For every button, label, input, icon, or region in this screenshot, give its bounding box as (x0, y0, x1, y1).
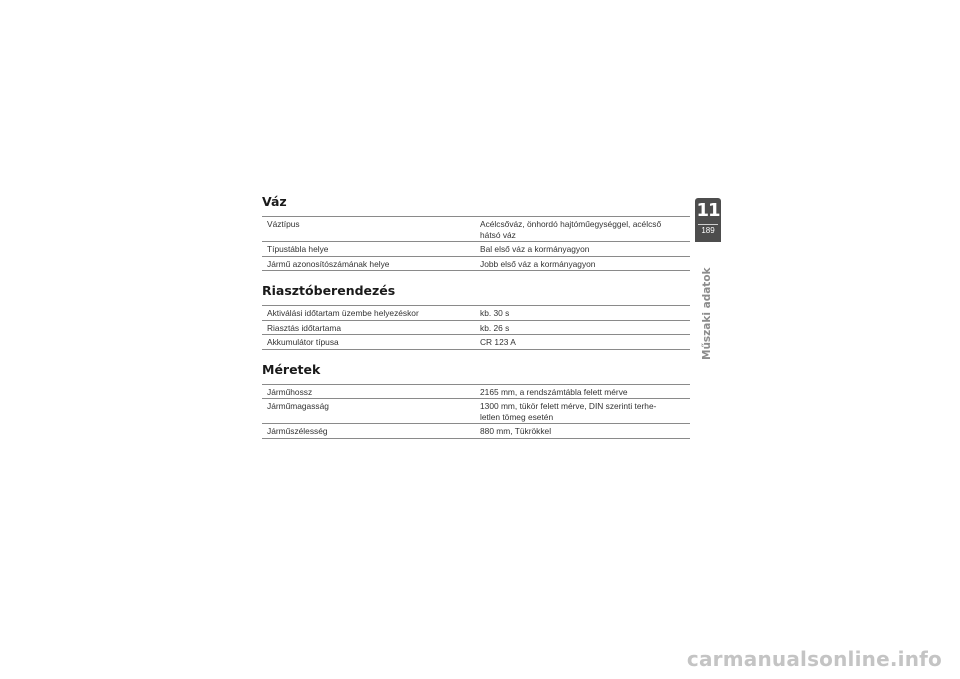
spec-label: Akkumulátor típusa (267, 337, 339, 347)
spec-value: kb. 30 s (480, 308, 510, 318)
spec-label: Aktiválási időtartam üzembe helyezéskor (267, 308, 419, 318)
spec-label: Járműmagasság (267, 401, 329, 411)
spec-value: kb. 26 s (480, 322, 510, 333)
section-title-riaszto: Riasztóberendezés (262, 283, 396, 298)
spec-value: Jobb első váz a kormányagyon (480, 258, 596, 269)
page-number: 189 (701, 226, 715, 235)
spec-table-vaz (262, 216, 690, 271)
table-row (262, 306, 690, 321)
spec-table-riaszto (262, 305, 690, 350)
spec-label: Típustábla helye (267, 244, 329, 254)
chapter-side-title: Műszaki adatok (701, 267, 713, 360)
chapter-divider (698, 224, 718, 225)
spec-label: Riasztás időtartama (267, 322, 342, 333)
table-row (262, 217, 690, 242)
chapter-tab (695, 198, 721, 242)
spec-content (262, 194, 690, 451)
table-row (262, 399, 690, 424)
spec-value: Bal első váz a kormányagyon (480, 244, 590, 254)
table-row (262, 320, 690, 335)
table-row (262, 384, 690, 399)
spec-value: CR 123 A (480, 337, 516, 347)
spec-label: Járműhossz (267, 386, 313, 397)
spec-table-meretek (262, 384, 690, 439)
spec-value: 1300 mm, tükör felett mérve, DIN szerinti terhe- letlen tömeg esetén (480, 401, 657, 422)
chapter-number: 11 (696, 200, 720, 221)
spec-value: 880 mm, Tükrökkel (480, 426, 552, 436)
table-row (262, 335, 690, 350)
spec-value: Acélcsőváz, önhordó hajtóműegységgel, acélcső hátsó váz (480, 219, 662, 240)
section-title-vaz: Váz (262, 194, 287, 209)
section-title-meretek: Méretek (262, 361, 321, 377)
table-row (262, 242, 690, 257)
watermark: carmanualsonline.info (686, 647, 942, 671)
table-row (262, 256, 690, 271)
spec-label: Járműszélesség (267, 426, 328, 436)
spec-value: 2165 mm, a rendszámtábla felett mérve (480, 386, 628, 397)
table-row (262, 424, 690, 439)
spec-label: Váztípus (267, 219, 300, 229)
spec-label: Jármű azonosítószámának helye (267, 258, 390, 269)
